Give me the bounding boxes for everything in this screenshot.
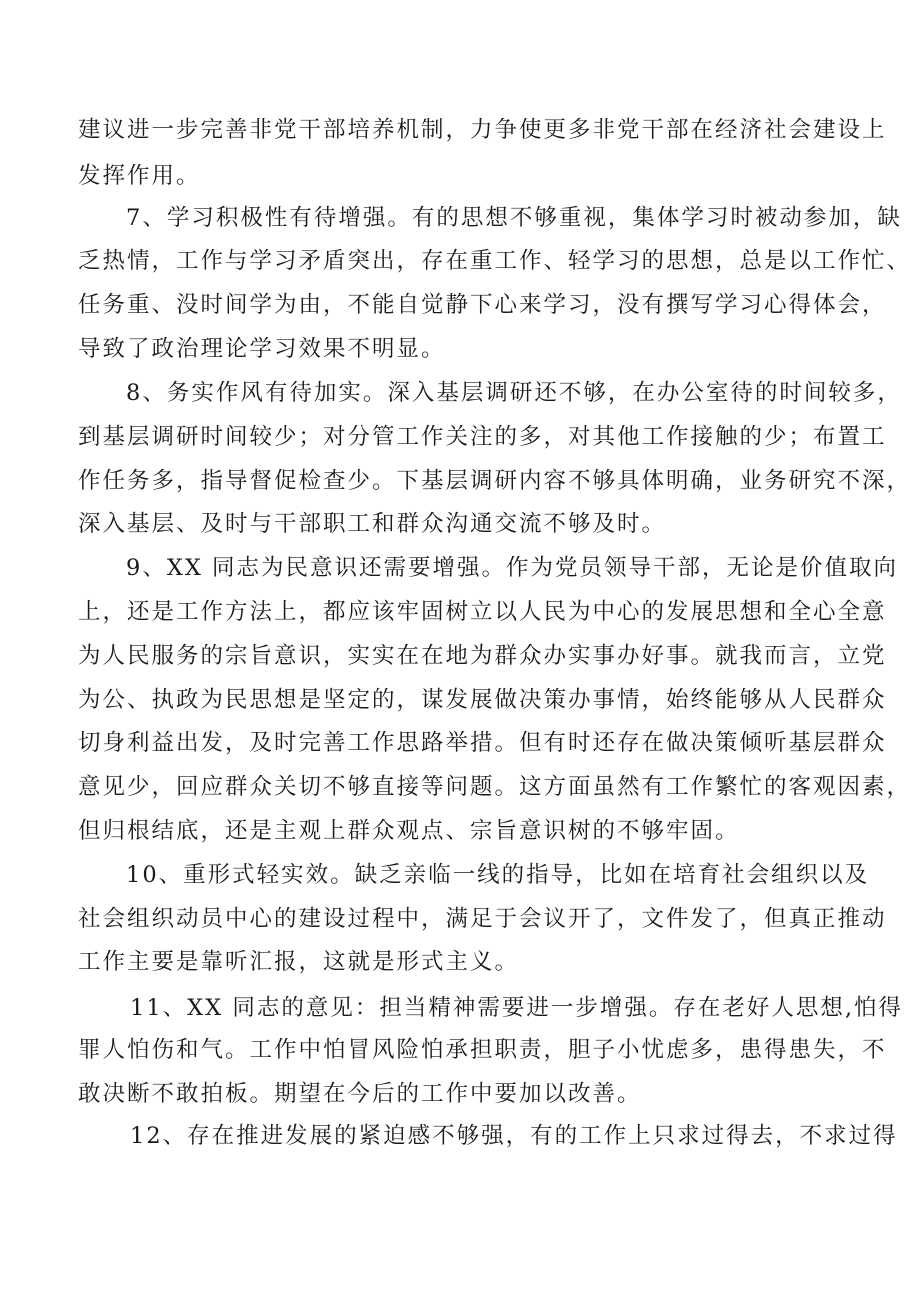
paragraph-8-line: 8、务实作风有待加实。深入基层调研还不够，在办公室待的时间较多， (126, 380, 902, 406)
text-line: 深入基层、及时与干部职工和群众沟通交流不够及时。 (78, 511, 667, 537)
paragraph-7-line: 7、学习积极性有待增强。有的思想不够重视，集体学习时被动参加，缺 (126, 205, 902, 231)
text-line: 作任务多，指导督促检查少。下基层调研内容不够具体明确，业务研究不深， (78, 468, 912, 494)
text-line: 到基层调研时间较少；对分管工作关注的多，对其他工作接触的少；布置工 (78, 424, 887, 450)
paragraph-12-line: 12、存在推进发展的紧迫感不够强，有的工作上只求过得去，不求过得 (130, 1123, 898, 1149)
text-line: 导致了政治理论学习效果不明显。 (78, 336, 446, 362)
text-line: 为公、执政为民思想是坚定的，谋发展做决策办事情，始终能够从人民群众 (78, 687, 887, 713)
paragraph-9-line: 9、XX 同志为民意识还需要增强。作为党员领导干部，无论是价值取向 (126, 555, 899, 581)
text-line: 乏热情，工作与学习矛盾突出，存在重工作、轻学习的思想，总是以工作忙、 (78, 248, 912, 274)
text-line: 社会组织动员中心的建设过程中，满足于会议开了，文件发了，但真正推动 (78, 906, 887, 932)
text-line: 敢决断不敢拍板。期望在今后的工作中要加以改善。 (78, 1081, 642, 1107)
text-line: 但归根结底，还是主观上群众观点、宗旨意识树的不够牢固。 (78, 818, 740, 844)
text-line: 为人民服务的宗旨意识，实实在在地为群众办实事办好事。就我而言，立党 (78, 643, 887, 669)
text-line: 上，还是工作方法上，都应该牢固树立以人民为中心的发展思想和全心全意 (78, 599, 887, 625)
paragraph-11-line: 11、XX 同志的意见：担当精神需要进一步增强。存在老好人思想,怕得 (130, 995, 903, 1021)
text-line: 意见少，回应群众关切不够直接等问题。这方面虽然有工作繁忙的客观因素， (78, 774, 912, 800)
text-line: 建议进一步完善非党干部培养机制，力争使更多非党干部在经济社会建设上 (78, 117, 887, 143)
text-line: 发挥作用。 (78, 163, 201, 189)
text-line: 工作主要是靠听汇报，这就是形式主义。 (78, 949, 520, 975)
text-line: 切身利益出发，及时完善工作思路举措。但有时还存在做决策倾听基层群众 (78, 730, 887, 756)
paragraph-10-line: 10、重形式轻实效。缺乏亲临一线的指导，比如在培育社会组织以及 (126, 862, 870, 888)
text-line: 罪人怕伤和气。工作中怕冒风险怕承担职责，胆子小忧虑多，患得患失，不 (78, 1037, 887, 1063)
text-line: 任务重、没时间学为由，不能自觉静下心来学习，没有撰写学习心得体会， (78, 292, 887, 318)
